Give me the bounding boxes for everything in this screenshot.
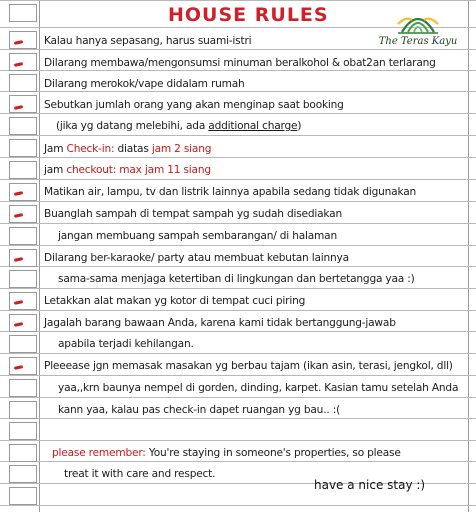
- checkbox: [9, 422, 37, 440]
- checkbox: [9, 314, 37, 332]
- ruled-line: [0, 135, 476, 136]
- rule-line: Sebutkan jumlah orang yang akan menginap saat booking: [44, 99, 344, 111]
- margin-line-right: [468, 0, 469, 512]
- closing-note: have a nice stay :): [314, 478, 426, 492]
- rule-line: [44, 164, 211, 176]
- rule-line: Dilarang merokok/vape didalam rumah: [44, 78, 245, 90]
- ruled-line: [0, 113, 476, 114]
- ruled-line: [0, 266, 476, 267]
- page-title: HOUSE RULES: [168, 4, 329, 26]
- rule-line: Kalau hanya sepasang, harus suami-istri: [44, 35, 252, 47]
- checkbox: [9, 74, 37, 92]
- checkbox: [9, 205, 37, 223]
- ruled-line: [0, 0, 476, 1]
- rule-line: kann yaa, kalau pas check-in dapet ruangan yg bau.. :(: [58, 404, 340, 416]
- ruled-line: [0, 418, 476, 419]
- ruled-line: [0, 179, 476, 180]
- reminder-line: [52, 447, 401, 459]
- checkout-label: checkout:: [66, 164, 117, 176]
- checkin-label: Check-in:: [66, 143, 115, 155]
- ruled-line: [0, 375, 476, 376]
- checkbox: [9, 31, 37, 49]
- rule-text: (jika yg datang melebihi, ada: [56, 120, 209, 132]
- rule-line: treat it with care and respect.: [64, 468, 216, 480]
- margin-line-left: [39, 0, 40, 512]
- checkbox: [9, 401, 37, 419]
- checkbox: [9, 465, 37, 483]
- additional-charge-link: additional charge: [208, 120, 298, 132]
- rule-line: Dilarang membawa/mengonsumsi minuman beralkohol & obat2an terlarang: [44, 57, 436, 69]
- ruled-line: [0, 70, 476, 71]
- ruled-line: [0, 397, 476, 398]
- rule-line: [44, 143, 211, 155]
- ruled-line: [0, 310, 476, 311]
- checkin-time: jam 2 siang: [151, 143, 212, 155]
- rule-text: diatas: [114, 143, 152, 155]
- ruled-line: [0, 223, 476, 224]
- reminder-label: please remember:: [52, 447, 146, 459]
- rule-text: Jam: [44, 143, 67, 155]
- checkbox: [9, 292, 37, 310]
- logo-text: The Teras Kayu: [378, 36, 458, 47]
- ruled-line: [0, 440, 476, 441]
- rule-line: apabila terjadi kehilangan.: [58, 338, 194, 350]
- ruled-line: [0, 461, 476, 462]
- checkbox: [9, 379, 37, 397]
- checkbox: [9, 249, 37, 267]
- rule-line: Matikan air, lampu, tv dan listrik lainnya apabila sedang tidak digunakan: [44, 186, 417, 198]
- checkout-time: max jam 11 siang: [119, 164, 211, 176]
- checkbox: [9, 270, 37, 288]
- rule-line: Jagalah barang bawaan Anda, karena kami tidak bertanggung-jawab: [44, 317, 396, 329]
- checkbox: [9, 183, 37, 201]
- rule-line: Letakkan alat makan yg kotor di tempat cuci piring: [44, 295, 306, 307]
- checkbox: [9, 4, 37, 22]
- ruled-line: [0, 157, 476, 158]
- ruled-line: [0, 201, 476, 202]
- checkbox: [9, 95, 37, 113]
- ruled-line: [0, 353, 476, 354]
- rule-line: yaa,,krn baunya nempel di gorden, dinding, karpet. Kasian tamu setelah Anda: [58, 382, 459, 394]
- rule-line: Buanglah sampah di tempat sampah yg sudah disediakan: [44, 208, 342, 220]
- rule-line: Dilarang ber-karaoke/ party atau membuat kebutan lainnya: [44, 252, 349, 264]
- checkbox: [9, 53, 37, 71]
- rule-text: You're staying in someone's properties, so please: [145, 447, 401, 459]
- rule-text: ): [297, 120, 302, 132]
- rule-line: sama-sama menjaga ketertiban di lingkungan dan bertetangga yaa :): [58, 273, 415, 285]
- rule-line: jangan membuang sampah sembarangan/ di halaman: [58, 230, 337, 242]
- checkbox: [9, 335, 37, 353]
- ruled-line: [0, 245, 476, 246]
- ruled-line: [0, 91, 476, 92]
- checkbox: [9, 227, 37, 245]
- checkbox: [9, 161, 37, 179]
- rule-text: jam: [44, 164, 67, 176]
- ruled-line: [0, 331, 476, 332]
- rule-line: [56, 120, 301, 132]
- checkbox: [9, 487, 37, 505]
- rule-line: Pleeease jgn memasak masakan yg berbau tajam (ikan asin, terasi, jengkol, dll): [44, 360, 453, 372]
- checkbox: [9, 357, 37, 375]
- checkbox: [9, 117, 37, 135]
- checkbox: [9, 139, 37, 157]
- checkbox: [9, 444, 37, 462]
- ruled-line: [0, 288, 476, 289]
- ruled-line: [0, 505, 476, 506]
- teras-kayu-logo: [368, 4, 468, 52]
- teras-kayu-logo-icon: [368, 4, 468, 36]
